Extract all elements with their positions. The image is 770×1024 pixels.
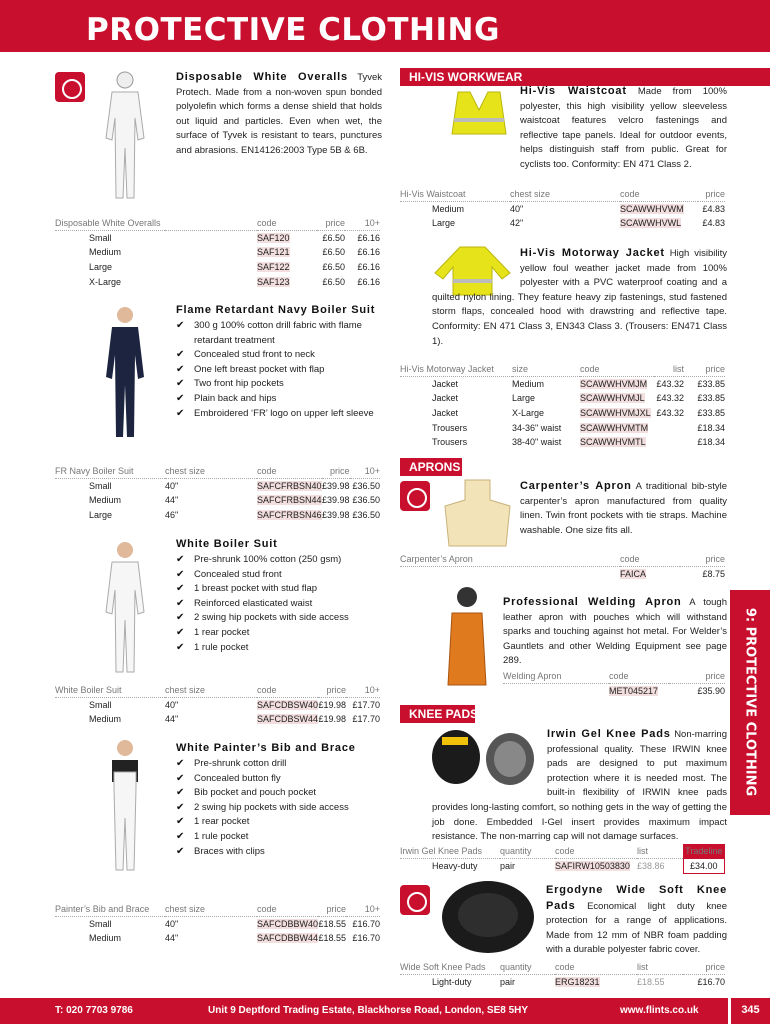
th: chest size — [165, 683, 257, 698]
welding-name: Professional Welding Apron — [503, 596, 682, 608]
th: list — [654, 362, 684, 377]
th: 10+ — [345, 216, 380, 231]
th: White Boiler Suit — [55, 683, 165, 698]
list-item: ✔ Bib pocket and pouch pocket — [176, 786, 381, 801]
th: Wide Soft Knee Pads — [400, 960, 500, 975]
th: code — [257, 464, 322, 479]
list-item: ✔ Embroidered ‘FR’ logo on upper left sleeve — [176, 407, 381, 422]
carpenter-apron-image — [440, 476, 515, 548]
th: code — [555, 844, 637, 859]
irwin-name: Irwin Gel Knee Pads — [547, 728, 671, 740]
th: quantity — [500, 844, 555, 859]
list-item: ✔ 1 rear pocket — [176, 626, 381, 641]
list-item: ✔ Concealed stud front — [176, 568, 381, 583]
table-row: MET045217 £35.90 — [609, 686, 725, 697]
table-row: Light-duty pair ERG18231 £18.55 £16.70 — [432, 977, 725, 988]
carpenter-desc — [520, 479, 727, 538]
th: chest size — [165, 902, 257, 917]
painter-bib-image — [100, 738, 150, 878]
section-hivis: HI-VIS WORKWEAR — [400, 68, 770, 86]
footer — [0, 998, 728, 1024]
page-title: PROTECTIVE CLOTHING — [86, 12, 500, 48]
th: code — [555, 960, 637, 975]
waistcoat-text: Made from 100% polyester, this high visibility yellow sleeveless waistcoat features velcro fastenings and reflective tape panels. Ideal for outdoor events, helps distinguish staff from public. Great for cyclists too. Conformity: EN 471 Class 2. — [520, 86, 727, 170]
th: code — [580, 362, 654, 377]
painter-table — [55, 902, 380, 946]
th: Disposable White Overalls — [55, 216, 165, 231]
painter-name: White Painter’s Bib and Brace — [176, 742, 356, 754]
th: FR Navy Boiler Suit — [55, 464, 165, 479]
list-item: ✔ Reinforced elasticated waist — [176, 597, 381, 612]
th: price — [322, 464, 350, 479]
overalls-image — [100, 68, 150, 208]
th: code — [609, 669, 669, 684]
th: price — [669, 669, 725, 684]
irwin-image-space — [432, 727, 547, 799]
th: chest size — [165, 464, 257, 479]
list-item: ✔ Plain back and hips — [176, 392, 381, 407]
jacket-name: Hi-Vis Motorway Jacket — [520, 247, 665, 259]
th: Irwin Gel Knee Pads — [400, 844, 500, 859]
table-row: Medium 44" SAFCFRBSN44 £39.98 £36.50 — [89, 495, 380, 506]
th: price — [317, 216, 345, 231]
th: Hi-Vis Waistcoat — [400, 187, 510, 202]
section-kneepads: KNEE PADS — [400, 705, 475, 723]
irwin-text: Non-marring professional quality. These IRWIN knee pads are designed to put maximum protection where it is needed most. The built-in flexibility of IRWIN knee pads provides long-lasting comfort, so nothing gets in the way of getting the job done. Embedded I-Gel insert provides maximum impact resistance. The non-marring cap will not damage surfaces. — [432, 729, 727, 843]
th: 10+ — [346, 902, 380, 917]
ergodyne-kneepads-image — [438, 877, 538, 957]
list-item: ✔ Pre-shrunk 100% cotton (250 gsm) — [176, 553, 381, 568]
table-row: Small 40" SAFCFRBSN40 £39.98 £36.50 — [89, 481, 380, 492]
overalls-name: Disposable White Overalls — [176, 71, 348, 83]
welding-text: A tough leather apron with pouches which will withstand sparks and touching against hot metal. For Welder’s Gauntlets and other Welding Equipment see page 289. — [503, 597, 728, 667]
section-aprons: APRONS — [400, 458, 462, 476]
th: Hi-Vis Motorway Jacket — [400, 362, 512, 377]
table-row: Medium 44" SAFCDBSW44 £19.98 £17.70 — [89, 714, 380, 725]
navy-suit-image — [100, 305, 150, 445]
overalls-text: Tyvek Protech. Made from a non-woven spun bonded polyolefin which forms a dense shield that holds out liquid and particles. Even when wet, the surface of Tyvek is resistant to tears, punctures and abrasions. EN14126:2003 Type 5B & 6B. — [176, 72, 383, 156]
table-row: Medium 40" SCAWWHVWM £4.83 — [432, 204, 725, 215]
table-row: Large 46" SAFCFRBSN46 £39.98 £36.50 — [89, 510, 380, 521]
table-row: FAICA £8.75 — [620, 569, 725, 580]
th: code — [257, 902, 318, 917]
page-number: 345 — [731, 998, 770, 1024]
table-row: Small 40" SAFCDBSW40 £19.98 £17.70 — [89, 700, 380, 711]
navy-table — [55, 464, 380, 522]
painter-bullets — [176, 757, 381, 859]
th: code — [620, 552, 680, 567]
navy-name: Flame Retardant Navy Boiler Suit — [176, 304, 376, 316]
th: price — [684, 362, 725, 377]
list-item: ✔ 1 rear pocket — [176, 815, 381, 830]
table-row: Trousers 34-36" waist SCAWWHVMTM £18.34 — [432, 422, 725, 433]
white-bullets — [176, 553, 381, 655]
table-row: Medium 44" SAFCDBBW44 £18.55 £16.70 — [89, 933, 380, 944]
jacket-desc — [432, 246, 727, 349]
table-row: Jacket Medium SCAWWHVMJM £43.32 £33.85 — [432, 379, 725, 390]
white-table — [55, 683, 380, 727]
list-item: ✔ 2 swing hip pockets with side access — [176, 801, 381, 816]
table-row: Jacket Large SCAWWHVMJL £43.32 £33.85 — [432, 393, 725, 404]
list-item: ✔ 1 rule pocket — [176, 830, 381, 845]
navy-bullets — [176, 319, 381, 421]
waistcoat-image — [448, 88, 510, 138]
th: Welding Apron — [503, 669, 609, 684]
th: list — [637, 960, 683, 975]
welding-desc — [503, 595, 727, 669]
jacket-text: High visibility yellow foul weather jacket made from 100% polyester with a PVC waterproof coating and a quilted nylon lining. They feature heavy zip fastenings, stud fastened storm flaps, concealed hood with drawstring and reflective tape. Conformity: EN 471 Class 3, EN343 Class 3. (Trousers: EN471 Class 1). — [432, 248, 728, 347]
ergodyne-table — [400, 960, 725, 989]
side-tab-label: 9: PROTECTIVE CLOTHING — [742, 607, 758, 797]
th: 10+ — [346, 683, 380, 698]
th: code — [257, 216, 317, 231]
th: price — [698, 187, 725, 202]
list-item: ✔ Two front hip pockets — [176, 377, 381, 392]
carpenter-name: Carpenter’s Apron — [520, 480, 632, 492]
th: list — [637, 844, 683, 859]
jacket-table — [400, 362, 725, 450]
carpenter-table — [400, 552, 725, 581]
table-row: X-Large SAF123 £6.50 £6.16 — [89, 276, 380, 287]
ergodyne-name: Ergodyne Wide Soft Knee Pads — [546, 884, 727, 912]
welding-table — [503, 669, 725, 698]
list-item: ✔ Pre-shrunk cotton drill — [176, 757, 381, 772]
th: price — [318, 902, 346, 917]
list-item: ✔ Concealed stud front to neck — [176, 348, 381, 363]
tradeline-badge: Tradeline — [683, 844, 725, 859]
jacket-image-space — [432, 246, 520, 290]
list-item: ✔ 300 g 100% cotton drill fabric with flame retardant treatment — [176, 319, 381, 348]
th: chest size — [510, 187, 620, 202]
th: price — [318, 683, 346, 698]
overalls-table — [55, 216, 380, 289]
th: price — [683, 960, 725, 975]
ergodyne-text: Economical light duty knee protection for a range of applications. Made from 12 mm of NBR foam padding with a durable polyester fabric cover. — [546, 900, 727, 956]
list-item: ✔ Concealed button fly — [176, 772, 381, 787]
waistcoat-table — [400, 187, 725, 231]
list-item: ✔ Braces with clips — [176, 845, 381, 860]
th: size — [512, 362, 580, 377]
th: price — [680, 552, 725, 567]
th: 10+ — [350, 464, 380, 479]
irwin-desc — [432, 727, 727, 845]
waistcoat-desc — [520, 84, 727, 173]
th: Carpenter’s Apron — [400, 552, 620, 567]
safety-icon — [400, 885, 430, 915]
th: quantity — [500, 960, 555, 975]
table-row: Heavy-duty pair SAFIRW10503830 £38.86 £34.00 — [400, 859, 725, 874]
footer-address: Unit 9 Deptford Trading Estate, Blackhorse Road, London, SE8 5HY — [208, 1005, 529, 1016]
table-row: Small SAF120 £6.50 £6.16 — [89, 233, 380, 244]
table-row: Large 42" SCAWWHVWL £4.83 — [432, 218, 725, 229]
waistcoat-name: Hi-Vis Waistcoat — [520, 85, 627, 97]
white-suit-image — [100, 540, 150, 680]
th: Painter’s Bib and Brace — [55, 902, 165, 917]
safety-icon — [400, 481, 430, 511]
table-row: Jacket X-Large SCAWWHVMJXL £43.32 £33.85 — [432, 408, 725, 419]
ergodyne-desc — [546, 883, 727, 958]
list-item: ✔ 1 breast pocket with stud flap — [176, 582, 381, 597]
table-row: Large SAF122 £6.50 £6.16 — [89, 262, 380, 273]
overalls-desc — [176, 70, 382, 159]
th: code — [257, 683, 318, 698]
table-row: Small 40" SAFCDBBW40 £18.55 £16.70 — [89, 919, 380, 930]
safety-icon — [55, 72, 85, 102]
list-item: ✔ One left breast pocket with flap — [176, 363, 381, 378]
table-row: Medium SAF121 £6.50 £6.16 — [89, 247, 380, 258]
list-item: ✔ 1 rule pocket — [176, 641, 381, 656]
table-row: Trousers 38-40" waist SCAWWHVMTL £18.34 — [432, 437, 725, 448]
carpenter-text: A traditional bib-style carpenter’s apron manufactured from quality linen. Twin front pockets with tie straps. Machine washable. One size fits all. — [520, 481, 728, 536]
list-item: ✔ 2 swing hip pockets with side access — [176, 611, 381, 626]
white-name: White Boiler Suit — [176, 538, 278, 550]
footer-website[interactable]: www.flints.co.uk — [620, 1005, 699, 1016]
irwin-table — [400, 844, 725, 874]
welding-apron-image — [440, 585, 495, 695]
th: code — [620, 187, 698, 202]
footer-phone: T: 020 7703 9786 — [55, 1005, 133, 1016]
